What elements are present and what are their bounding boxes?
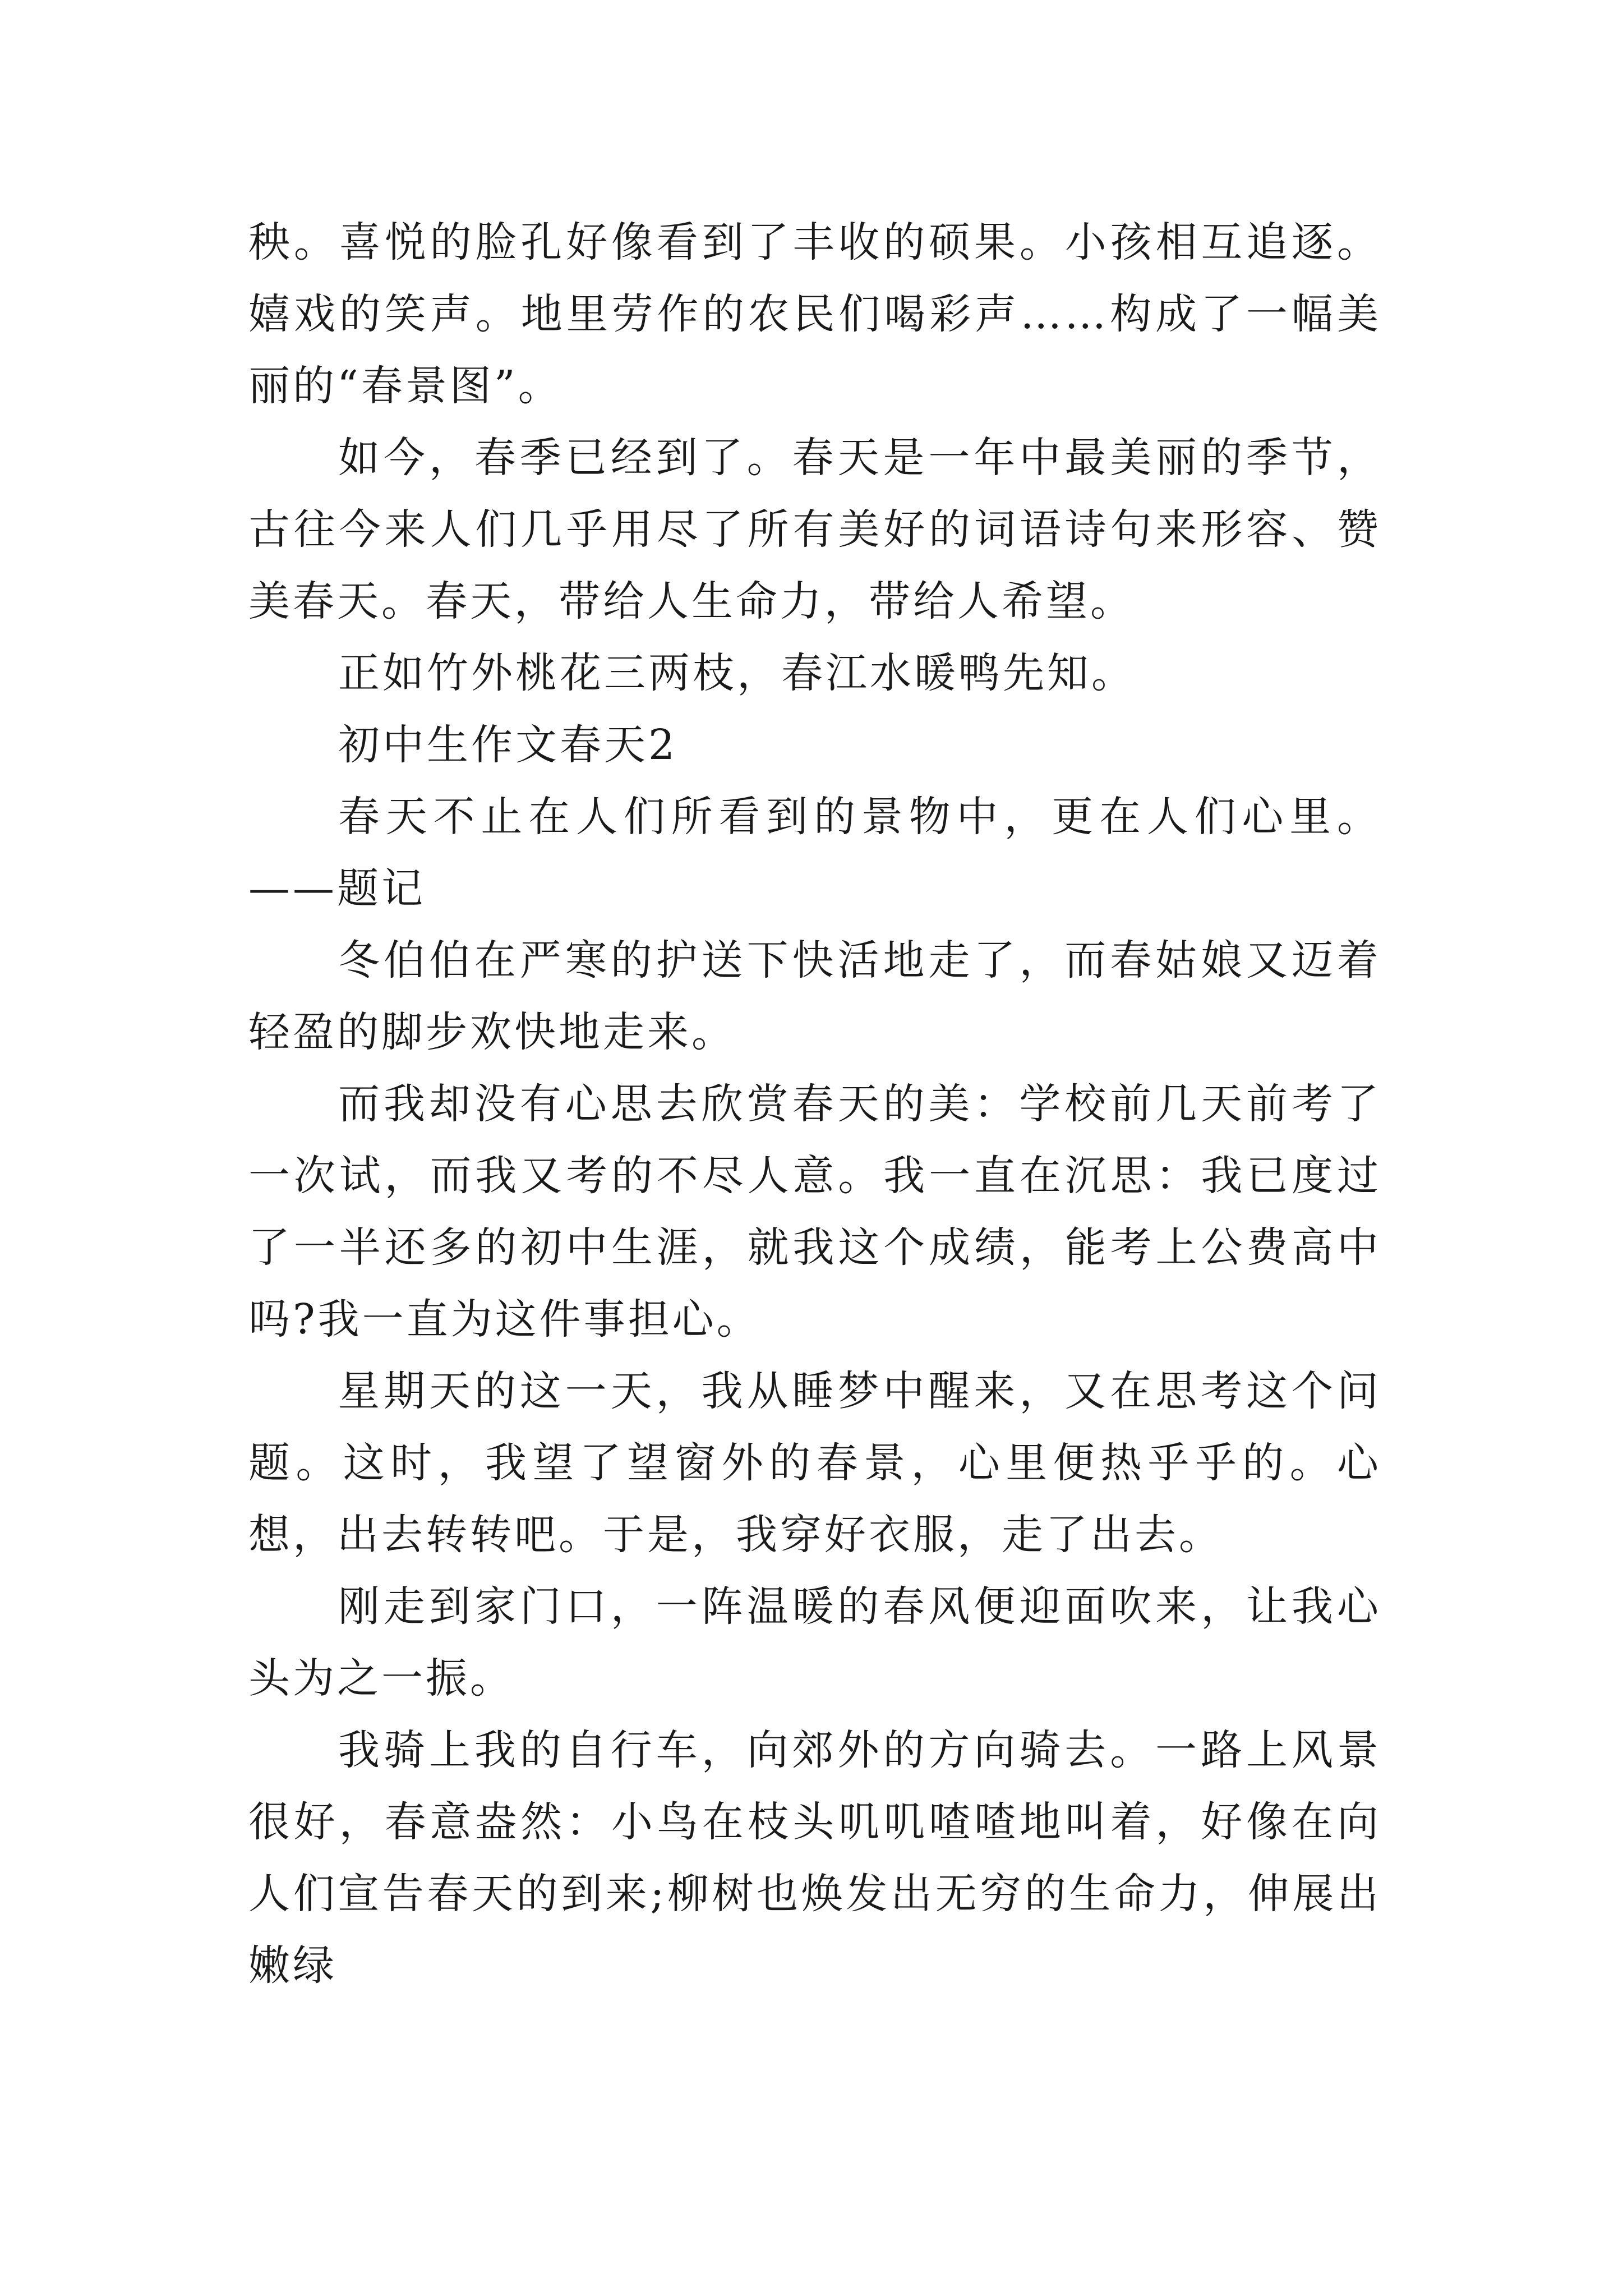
paragraph-10: 我骑上我的自行车，向郊外的方向骑去。一路上风景很好，春意盎然：小鸟在枝头叽叽喳喳地叫着，好像在向人们宣告春天的到来;柳树也焕发出无穷的生命力，伸展出嫩绿: [248, 1726, 1381, 1990]
paragraph-1: 秧。喜悦的脸孔好像看到了丰收的硕果。小孩相互追逐。嬉戏的笑声。地里劳作的农民们喝彩声……构成了一幅美丽的“春景图”。: [248, 218, 1381, 410]
paragraph-6: 冬伯伯在严寒的护送下快活地走了，而春姑娘又迈着轻盈的脚步欢快地走来。: [248, 936, 1381, 1056]
paragraph-2: 如今，春季已经到了。春天是一年中最美丽的季节，古往今来人们几乎用尽了所有美好的词语诗句来形容、赞美春天。春天，带给人生命力，带给人希望。: [248, 434, 1381, 625]
document-body: [248, 206, 1381, 2001]
paragraph-9: 刚走到家门口，一阵温暖的春风便迎面吹来，让我心头为之一振。: [248, 1582, 1381, 1703]
paragraph-8: 星期天的这一天，我从睡梦中醒来，又在思考这个问题。这时，我望了望窗外的春景，心里便热乎乎的。心想，出去转转吧。于是，我穿好衣服，走了出去。: [248, 1367, 1381, 1559]
paragraph-epigraph: 春天不止在人们所看到的景物中，更在人们心里。——题记: [248, 793, 1381, 913]
paragraph-7: 而我却没有心思去欣赏春天的美：学校前几天前考了一次试，而我又考的不尽人意。我一直在沉思：我已度过了一半还多的初中生涯，就我这个成绩，能考上公费高中吗?我一直为这件事担心。: [248, 1080, 1381, 1343]
section-title: 初中生作文春天2: [338, 721, 678, 769]
paragraph-3: 正如竹外桃花三两枝，春江水暖鸭先知。: [338, 649, 1136, 697]
